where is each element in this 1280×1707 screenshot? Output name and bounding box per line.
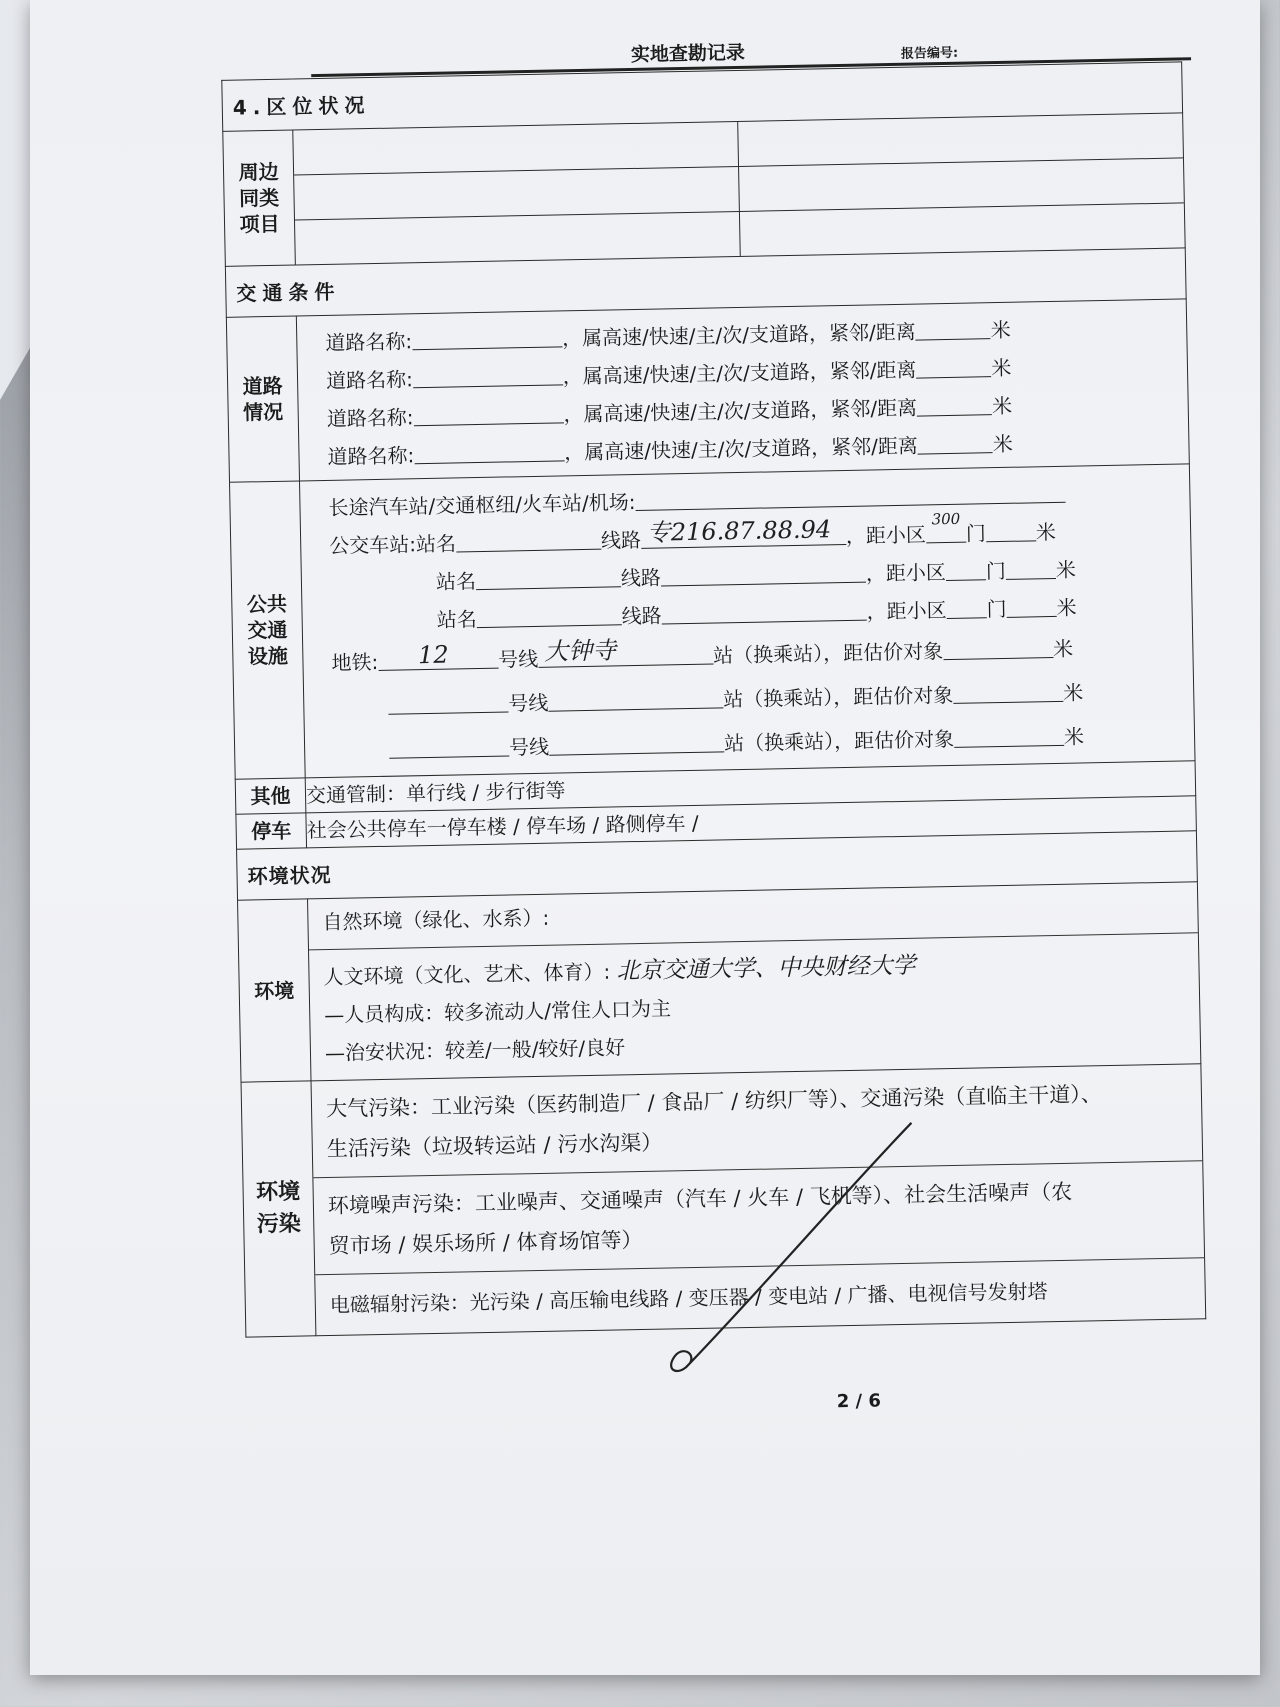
roads-row [226, 299, 1189, 482]
bus-station-field[interactable] [476, 566, 621, 590]
subway-station-field[interactable]: 大钟寺 [538, 643, 713, 667]
bus-distance-field[interactable] [946, 559, 986, 581]
bus-lines-field[interactable]: 专216.87.88.94 [641, 523, 846, 548]
noise-pollution-text-2: 贸市场 / 娱乐场所 / 体育场馆等） [328, 1228, 643, 1259]
bus-station-field[interactable] [476, 604, 621, 628]
bus-line: 站名 线路 ，距小区 门 米 [436, 595, 1077, 632]
subway-distance-field[interactable] [954, 724, 1064, 747]
road-distance-field[interactable] [918, 432, 993, 454]
environment-row [238, 882, 1201, 1082]
report-number-label: 报告编号: [900, 45, 959, 62]
road-line: 道路名称: ，属高速/快速/主/次/支道路，紧邻/距离 米 [325, 317, 1011, 355]
air-pollution-text-2: 生活污染（垃圾转运站 / 污水沟渠） [326, 1130, 663, 1162]
environment-label: 环境 [238, 899, 311, 1082]
bus-line: 公交车站: 站名 线路 专216.87.88.94 ，距小区 300 门 米 [329, 509, 1057, 558]
parking-text: 社会公共停车一停车楼 / 停车场 / 路侧停车 / [306, 796, 1197, 848]
road-name-field[interactable] [414, 440, 564, 464]
subway-station-field[interactable] [548, 687, 723, 711]
road-name-field[interactable] [413, 402, 563, 426]
subway-line: 地铁: 12 号线 大钟寺 站（换乘站），距估价对象 米 [331, 635, 1074, 675]
subway-line: 号线 站（换乘站），距估价对象 米 [319, 711, 1181, 772]
road-name-field[interactable] [413, 364, 563, 388]
subway-line: 号线 站（换乘站），距估价对象 米 [318, 667, 1180, 728]
population-text: —人员构成：较多流动人/常住人口为主 [324, 996, 672, 1028]
air-pollution-text: 大气污染：工业污染（医药制造厂 / 食品厂 / 纺织厂等）、交通污染（直临主干道）、 [325, 1082, 1103, 1122]
nearby-cell[interactable] [739, 203, 1184, 256]
hub-line: 长途汽车站/交通枢纽/火车站/机场: [314, 471, 1176, 526]
air-pollution-block [312, 1064, 1203, 1178]
humanities-handwriting: 北京交通大学、中央财经大学 [616, 952, 916, 985]
section-env-title: 环境状况 [237, 831, 1198, 900]
noise-pollution-text: 环境噪声污染：工业噪声、交通噪声（汽车 / 火车 / 飞机等）、社会生活噪声（农 [327, 1179, 1073, 1219]
hub-field[interactable] [635, 481, 1065, 510]
subway-line-field[interactable] [389, 735, 509, 758]
nearby-label: 周边 同类 项目 [223, 130, 296, 266]
security-text: —治安状况：较差/一般/较好/良好 [324, 1035, 626, 1066]
humanities-label: 人文环境（文化、艺术、体育）: [323, 959, 611, 990]
parking-label: 停车 [236, 813, 307, 849]
natural-env-text: 自然环境（绿化、水系）: [308, 882, 1198, 950]
section-traffic-title: 交通条件 [225, 248, 1186, 317]
pollution-row [241, 1064, 1206, 1337]
subway-station-field[interactable] [549, 731, 724, 755]
road-distance-field[interactable] [916, 356, 991, 378]
transit-row [230, 464, 1196, 779]
noise-pollution-block [313, 1161, 1204, 1275]
road-line: 道路名称: ，属高速/快速/主/次/支道路，紧邻/距离 米 [325, 355, 1012, 393]
road-name-field[interactable] [412, 326, 562, 350]
other-label: 其他 [235, 778, 306, 814]
subway-distance-field[interactable] [943, 637, 1053, 660]
road-line: 道路名称: ，属高速/快速/主/次/支道路，紧邻/距离 米 [326, 393, 1013, 431]
roads-label: 道路 情况 [226, 316, 299, 482]
bus-gate-field[interactable] [1006, 557, 1056, 579]
radiation-pollution-text: 电磁辐射污染：光污染 / 高压输电线路 / 变压器 / 变电站 / 广播、电视信号发射塔 [329, 1279, 1048, 1318]
survey-form-sheet [200, 0, 1280, 1518]
paper-page [30, 0, 1260, 1675]
section-location-title: 4.区位状况 [222, 62, 1183, 131]
transit-label: 公共 交通 设施 [230, 481, 306, 779]
pollution-label: 环境 污染 [241, 1081, 316, 1337]
road-distance-field[interactable] [917, 394, 992, 416]
subway-distance-field[interactable] [953, 680, 1063, 703]
bus-distance-field[interactable]: 300 [926, 521, 966, 543]
bus-line: 站名 线路 ，距小区 门 米 [435, 557, 1077, 594]
survey-table [221, 61, 1206, 1337]
page-number: 2 / 6 [836, 1390, 882, 1413]
bus-station-field[interactable] [456, 528, 601, 552]
bus-lines-field[interactable] [661, 561, 866, 586]
road-distance-field[interactable] [915, 318, 990, 340]
nearby-projects-row [223, 113, 1185, 266]
humanities-block [309, 933, 1200, 1080]
bus-gate-field[interactable] [1006, 595, 1056, 617]
nearby-cell[interactable] [295, 211, 740, 264]
traffic-control-text: 交通管制：单行线 / 步行街等 [305, 761, 1196, 813]
subway-line-field[interactable] [388, 691, 508, 714]
road-line: 道路名称: ，属高速/快速/主/次/支道路，紧邻/距离 米 [327, 431, 1014, 469]
bus-gate-field[interactable] [986, 520, 1036, 542]
nearby-grid [293, 113, 1184, 264]
subway-line-field[interactable]: 12 [378, 647, 498, 670]
form-title: 实地查勘记录 [630, 41, 746, 67]
bus-lines-field[interactable] [661, 599, 866, 624]
bus-distance-field[interactable] [946, 597, 986, 619]
